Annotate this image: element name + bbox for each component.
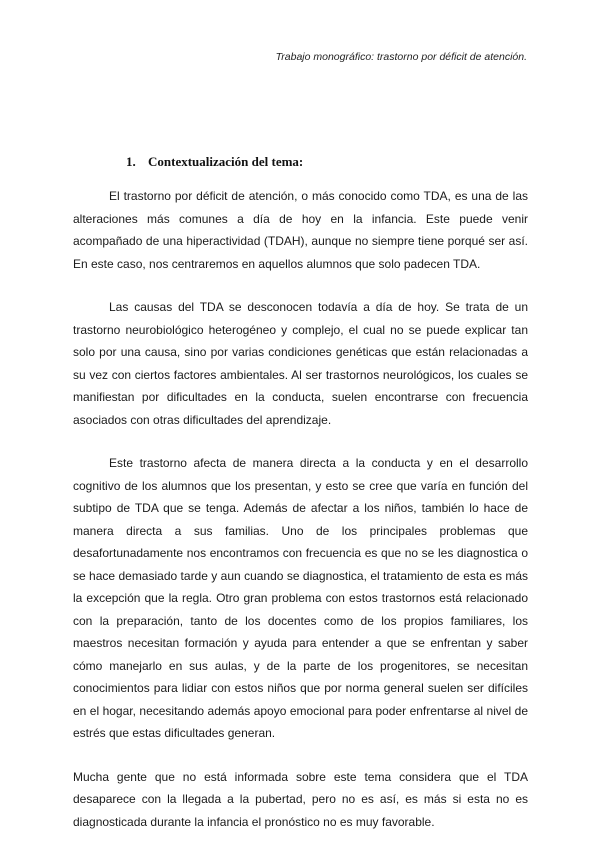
section-number: 1. bbox=[126, 154, 136, 169]
paragraph-3: Este trastorno afecta de manera directa a la conducta y en el desarrollo cognitivo de los alumnos que los presentan, y esto se cree que varía en función del subtipo de TDA que se tenga. Además de afectar a los niños, también lo hace de manera directa a sus familias. Uno de los principales problemas que desafortunadamente nos encontramos con frecuencia es que no se les diagnostica o se hace demasiado tarde y aun cuando se diagnostica, el tratamiento de esta es más la excepción que la regla. Otro gran problema con estos trastornos está relacionado con la preparación, tanto de los docentes como de los propios familiares, los maestros necesitan formación y ayuda para entender a que se enfrentan y saber cómo manejarlo en sus aulas, y de la parte de los progenitores, se necesitan conocimientos para lidiar con estos niños que por norma general suelen ser difíciles en el hogar, necesitando además apoyo emocional para poder enfrentarse al nivel de estrés que estas dificultades generan. bbox=[73, 456, 528, 740]
running-header: Trabajo monográfico: trastorno por déficit de atención. bbox=[275, 51, 527, 63]
paragraph-2: Las causas del TDA se desconocen todavía a día de hoy. Se trata de un trastorno neurobiológico heterogéneo y complejo, el cual no se puede explicar tan solo por una causa, sino por varias condiciones genéticas que están relacionadas a su vez con ciertos factores ambientales. Al ser trastornos neurológicos, los cuales se manifiestan por dificultades en la conducta, suelen encontrarse con frecuencia asociados con otras dificultades del aprendizaje. bbox=[73, 300, 528, 427]
section-heading bbox=[126, 154, 303, 170]
section-title: Contextualización del tema: bbox=[148, 154, 304, 169]
paragraph-4: Mucha gente que no está informada sobre este tema considera que el TDA desaparece con la llegada a la pubertad, pero no es así, es más si esta no es diagnosticada durante la infancia el pronóstico no es muy favorable. bbox=[73, 769, 528, 829]
paragraph-1: El trastorno por déficit de atención, o más conocido como TDA, es una de las alteraciones más comunes a día de hoy en la infancia. Este puede venir acompañado de una hiperactividad (TDAH), aunque no siempre tiene porqué ser así. En este caso, nos centraremos en aquellos alumnos que solo padecen TDA. bbox=[73, 189, 528, 271]
body-text bbox=[73, 185, 528, 854]
